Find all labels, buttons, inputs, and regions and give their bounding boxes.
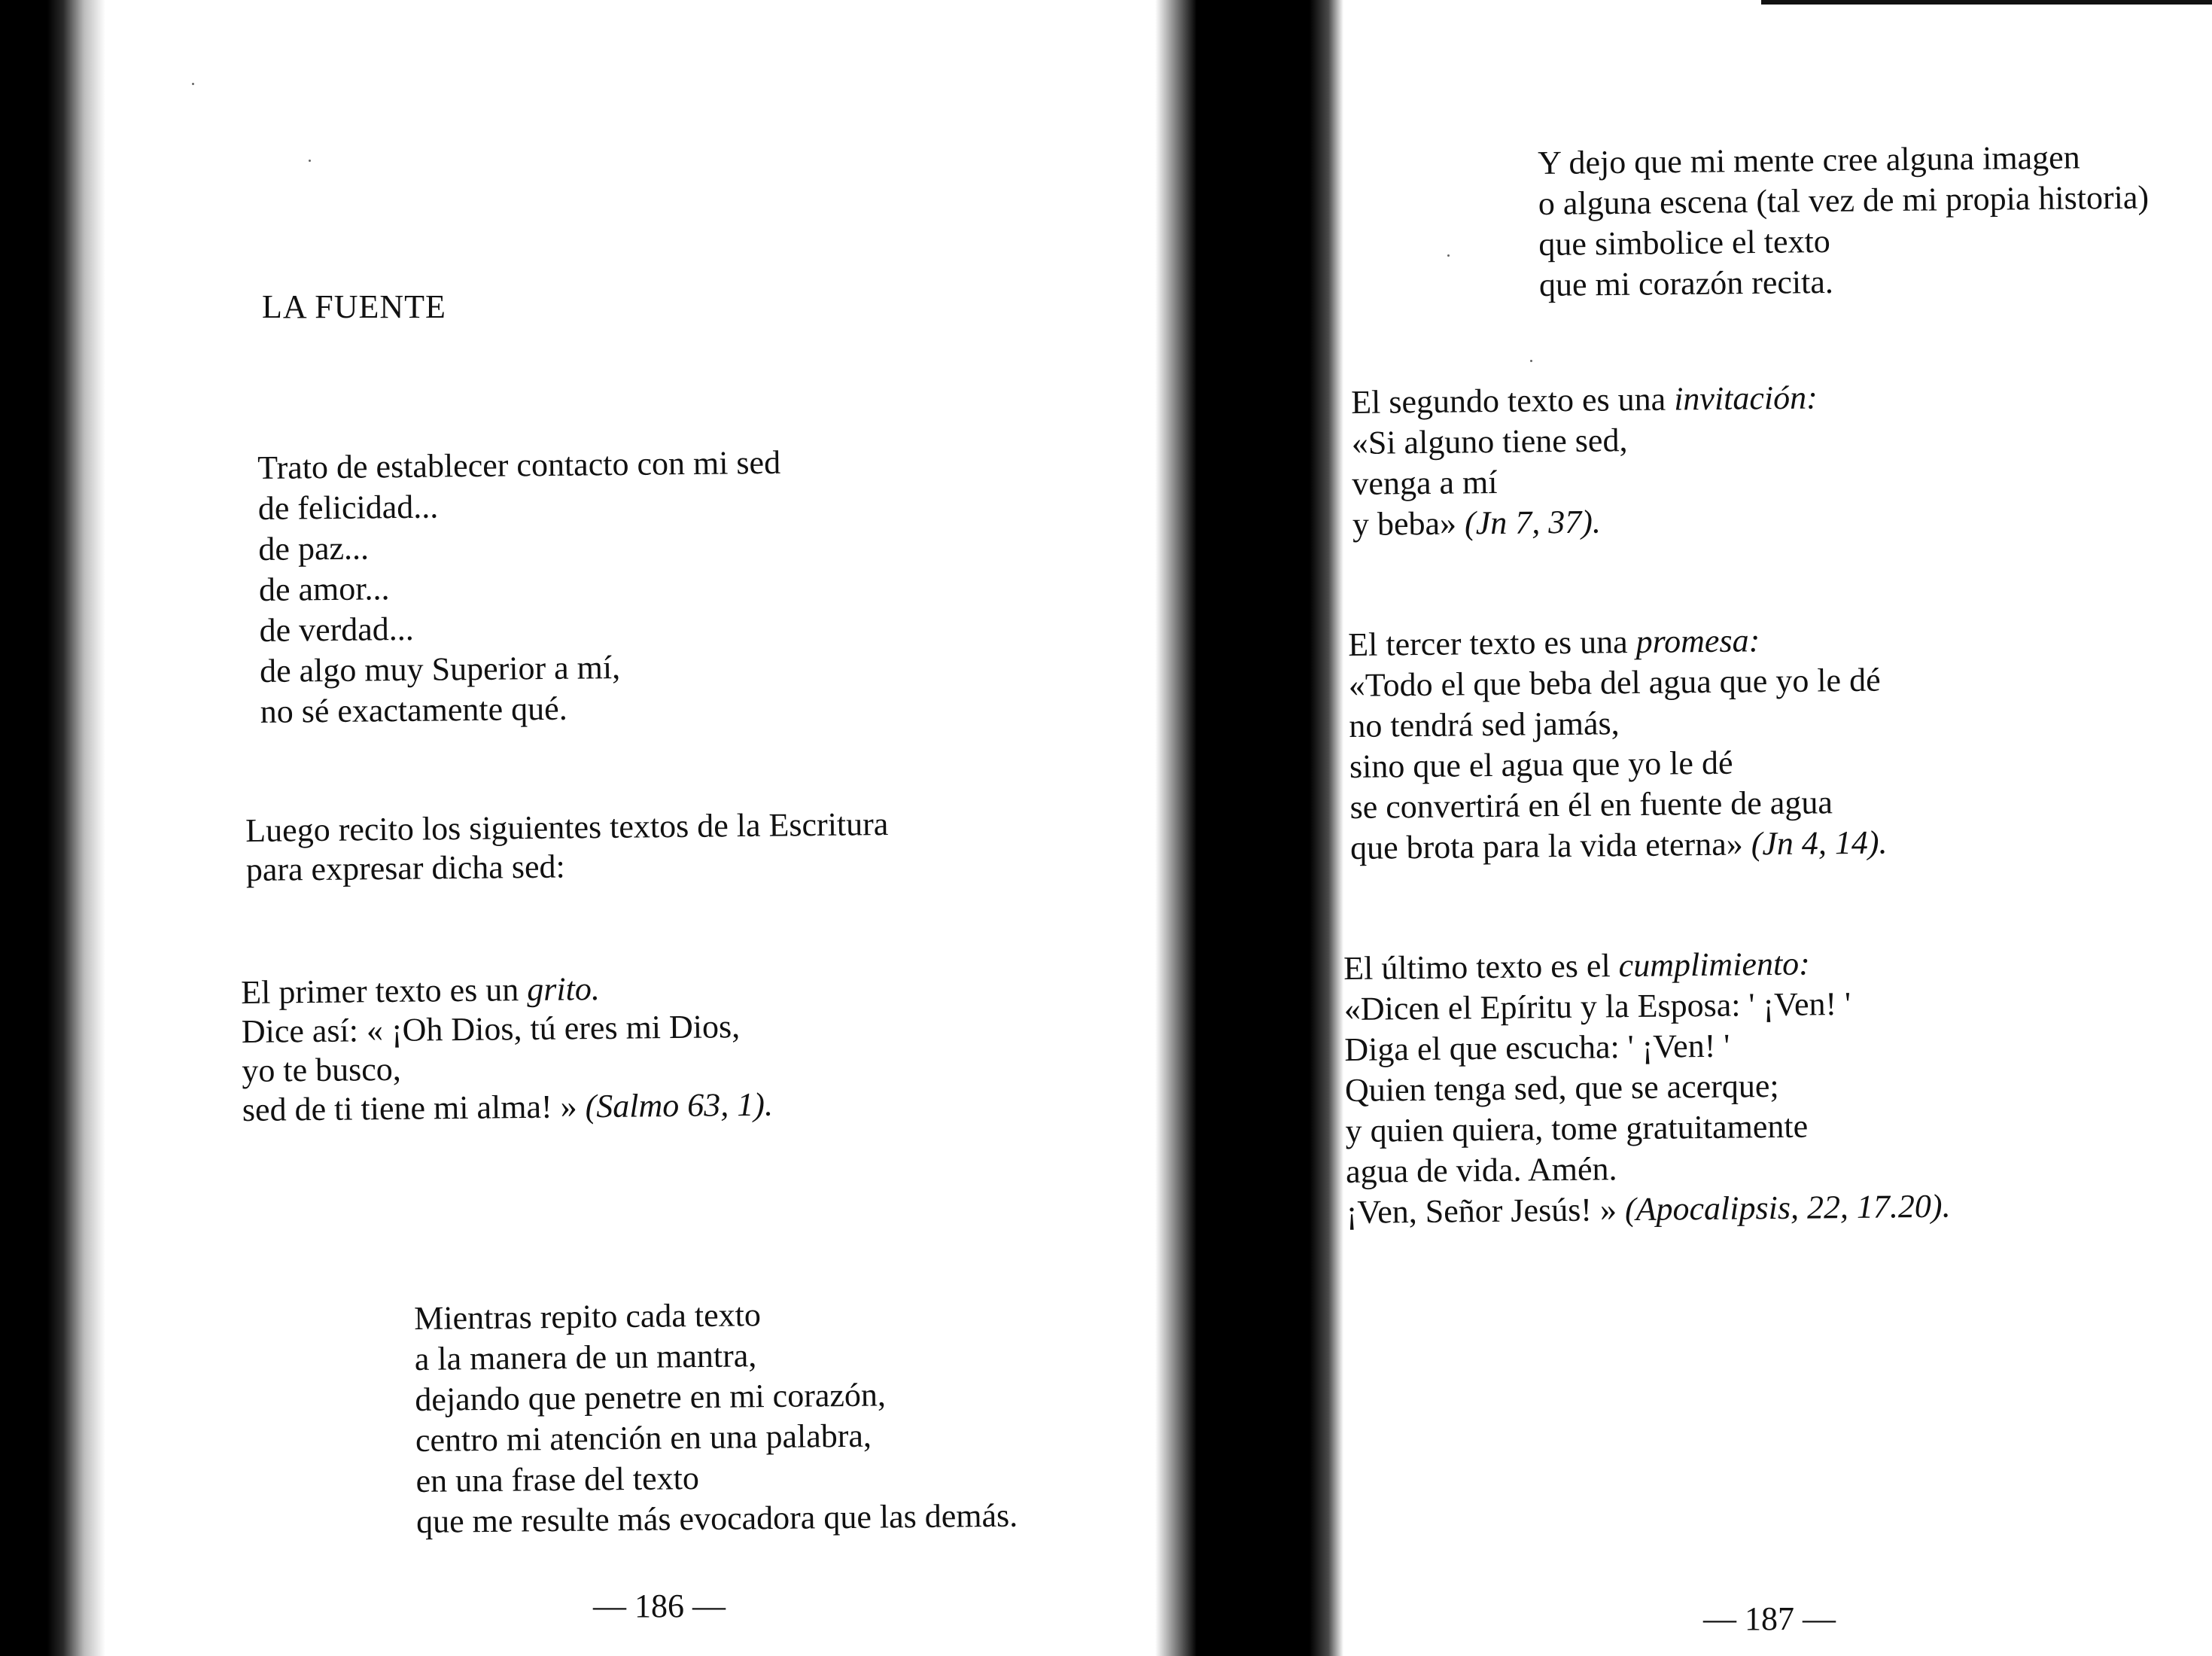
left-stanza-3 [241,968,773,1130]
text-line: de felicidad... [257,488,439,527]
text-line: dejando que penetre en mi corazón, [415,1376,887,1418]
text-line: no sé exactamente qué. [260,689,567,730]
right-stanza-3 [1348,619,1888,869]
text-line: de amor... [258,570,390,608]
text-line: agua de vida. Amén. [1345,1150,1617,1190]
left-binding-shadow [0,0,105,1656]
text-line: que mi corazón recita. [1538,263,1834,303]
emphasis: grito. [527,970,601,1009]
text-line: sed de ti tiene mi alma! » (Salmo 63, 1). [242,1085,774,1128]
chapter-title: LA FUENTE [262,288,446,325]
text-line: y beba» (Jn 7, 37). [1352,503,1602,543]
text-line: Y dejo que mi mente cree alguna imagen [1538,139,2080,181]
right-page [1343,0,2212,1656]
text-line: El segundo texto es una invitación: [1351,379,1818,421]
text-line: «Dicen el Epíritu y la Esposa: ' ¡Ven! ' [1343,985,1851,1027]
right-stanza-1 [1538,137,2150,306]
text-line: El primer texto es un grito. [241,970,601,1011]
text-line: ¡Ven, Señor Jesús! » (Apocalipsis, 22, 17.20). [1346,1187,1951,1231]
text-line: de algo muy Superior a mí, [259,648,621,689]
left-stanza-1 [257,443,783,732]
text-line: «Todo el que beba del agua que yo le dé [1348,661,1881,704]
text-line: Diga el que escucha: ' ¡Ven! ' [1344,1027,1730,1068]
scan-speck [192,83,194,85]
center-gutter [1155,0,1343,1656]
right-stanza-2 [1351,378,1819,545]
scan-speck [1447,254,1450,257]
text-line: y quien quiera, tome gratuitamente [1345,1107,1809,1149]
text-line: que brota para la vida eterna» (Jn 4, 14). [1349,823,1888,866]
left-stanza-2 [245,805,889,890]
right-stanza-4 [1343,942,1951,1233]
scan-speck [1530,360,1532,362]
text-line: centro mi atención en una palabra, [415,1417,872,1459]
text-line: que simbolice el texto [1538,222,1830,263]
text-line: que me resulte más evocadora que las demás. [415,1496,1018,1540]
text-line: Mientras repito cada texto [414,1296,762,1337]
scripture-reference: (Apocalipsis, 22, 17.20). [1624,1187,1951,1228]
left-stanza-4 [414,1292,1018,1542]
text-line: Luego recito los siguientes textos de la Escritura [245,805,889,849]
text-line: o alguna escena (tal vez de mi propia historia) [1538,178,2150,222]
text-line: a la manera de un mantra, [414,1337,757,1377]
text-line: venga a mí [1352,463,1498,502]
page-number: — 187 — [1703,1600,1836,1637]
scripture-reference: (Jn 7, 37). [1464,503,1602,542]
left-page [105,0,1155,1656]
text-line: Quien tenga sed, que se acerque; [1344,1067,1779,1109]
page-number: — 186 — [593,1588,726,1624]
text-line: de paz... [258,529,370,568]
scan-speck [309,160,311,162]
text-line: «Si alguno tiene sed, [1351,422,1628,461]
text-line: El tercer texto es una promesa: [1348,622,1760,663]
emphasis: invitación: [1673,379,1818,418]
text-line: yo te busco, [242,1050,402,1089]
emphasis: promesa: [1635,622,1760,660]
scripture-reference: (Jn 4, 14). [1751,823,1888,863]
text-line: se convertirá en él en fuente de agua [1349,784,1833,826]
text-line: en una frase del texto [415,1460,700,1499]
text-line: El último texto es el cumplimiento: [1343,945,1811,987]
emphasis: cumplimiento: [1618,945,1811,985]
text-line: no tendrá sed jamás, [1349,705,1620,744]
text-line: Trato de establecer contacto con mi sed [257,443,781,486]
text-line: Dice así: « ¡Oh Dios, tú eres mi Dios, [241,1008,741,1050]
text-line: de verdad... [259,610,415,649]
text-line: para expresar dicha sed: [245,848,565,888]
scripture-reference: (Salmo 63, 1). [585,1085,774,1125]
text-line: sino que el agua que yo le dé [1349,744,1733,785]
